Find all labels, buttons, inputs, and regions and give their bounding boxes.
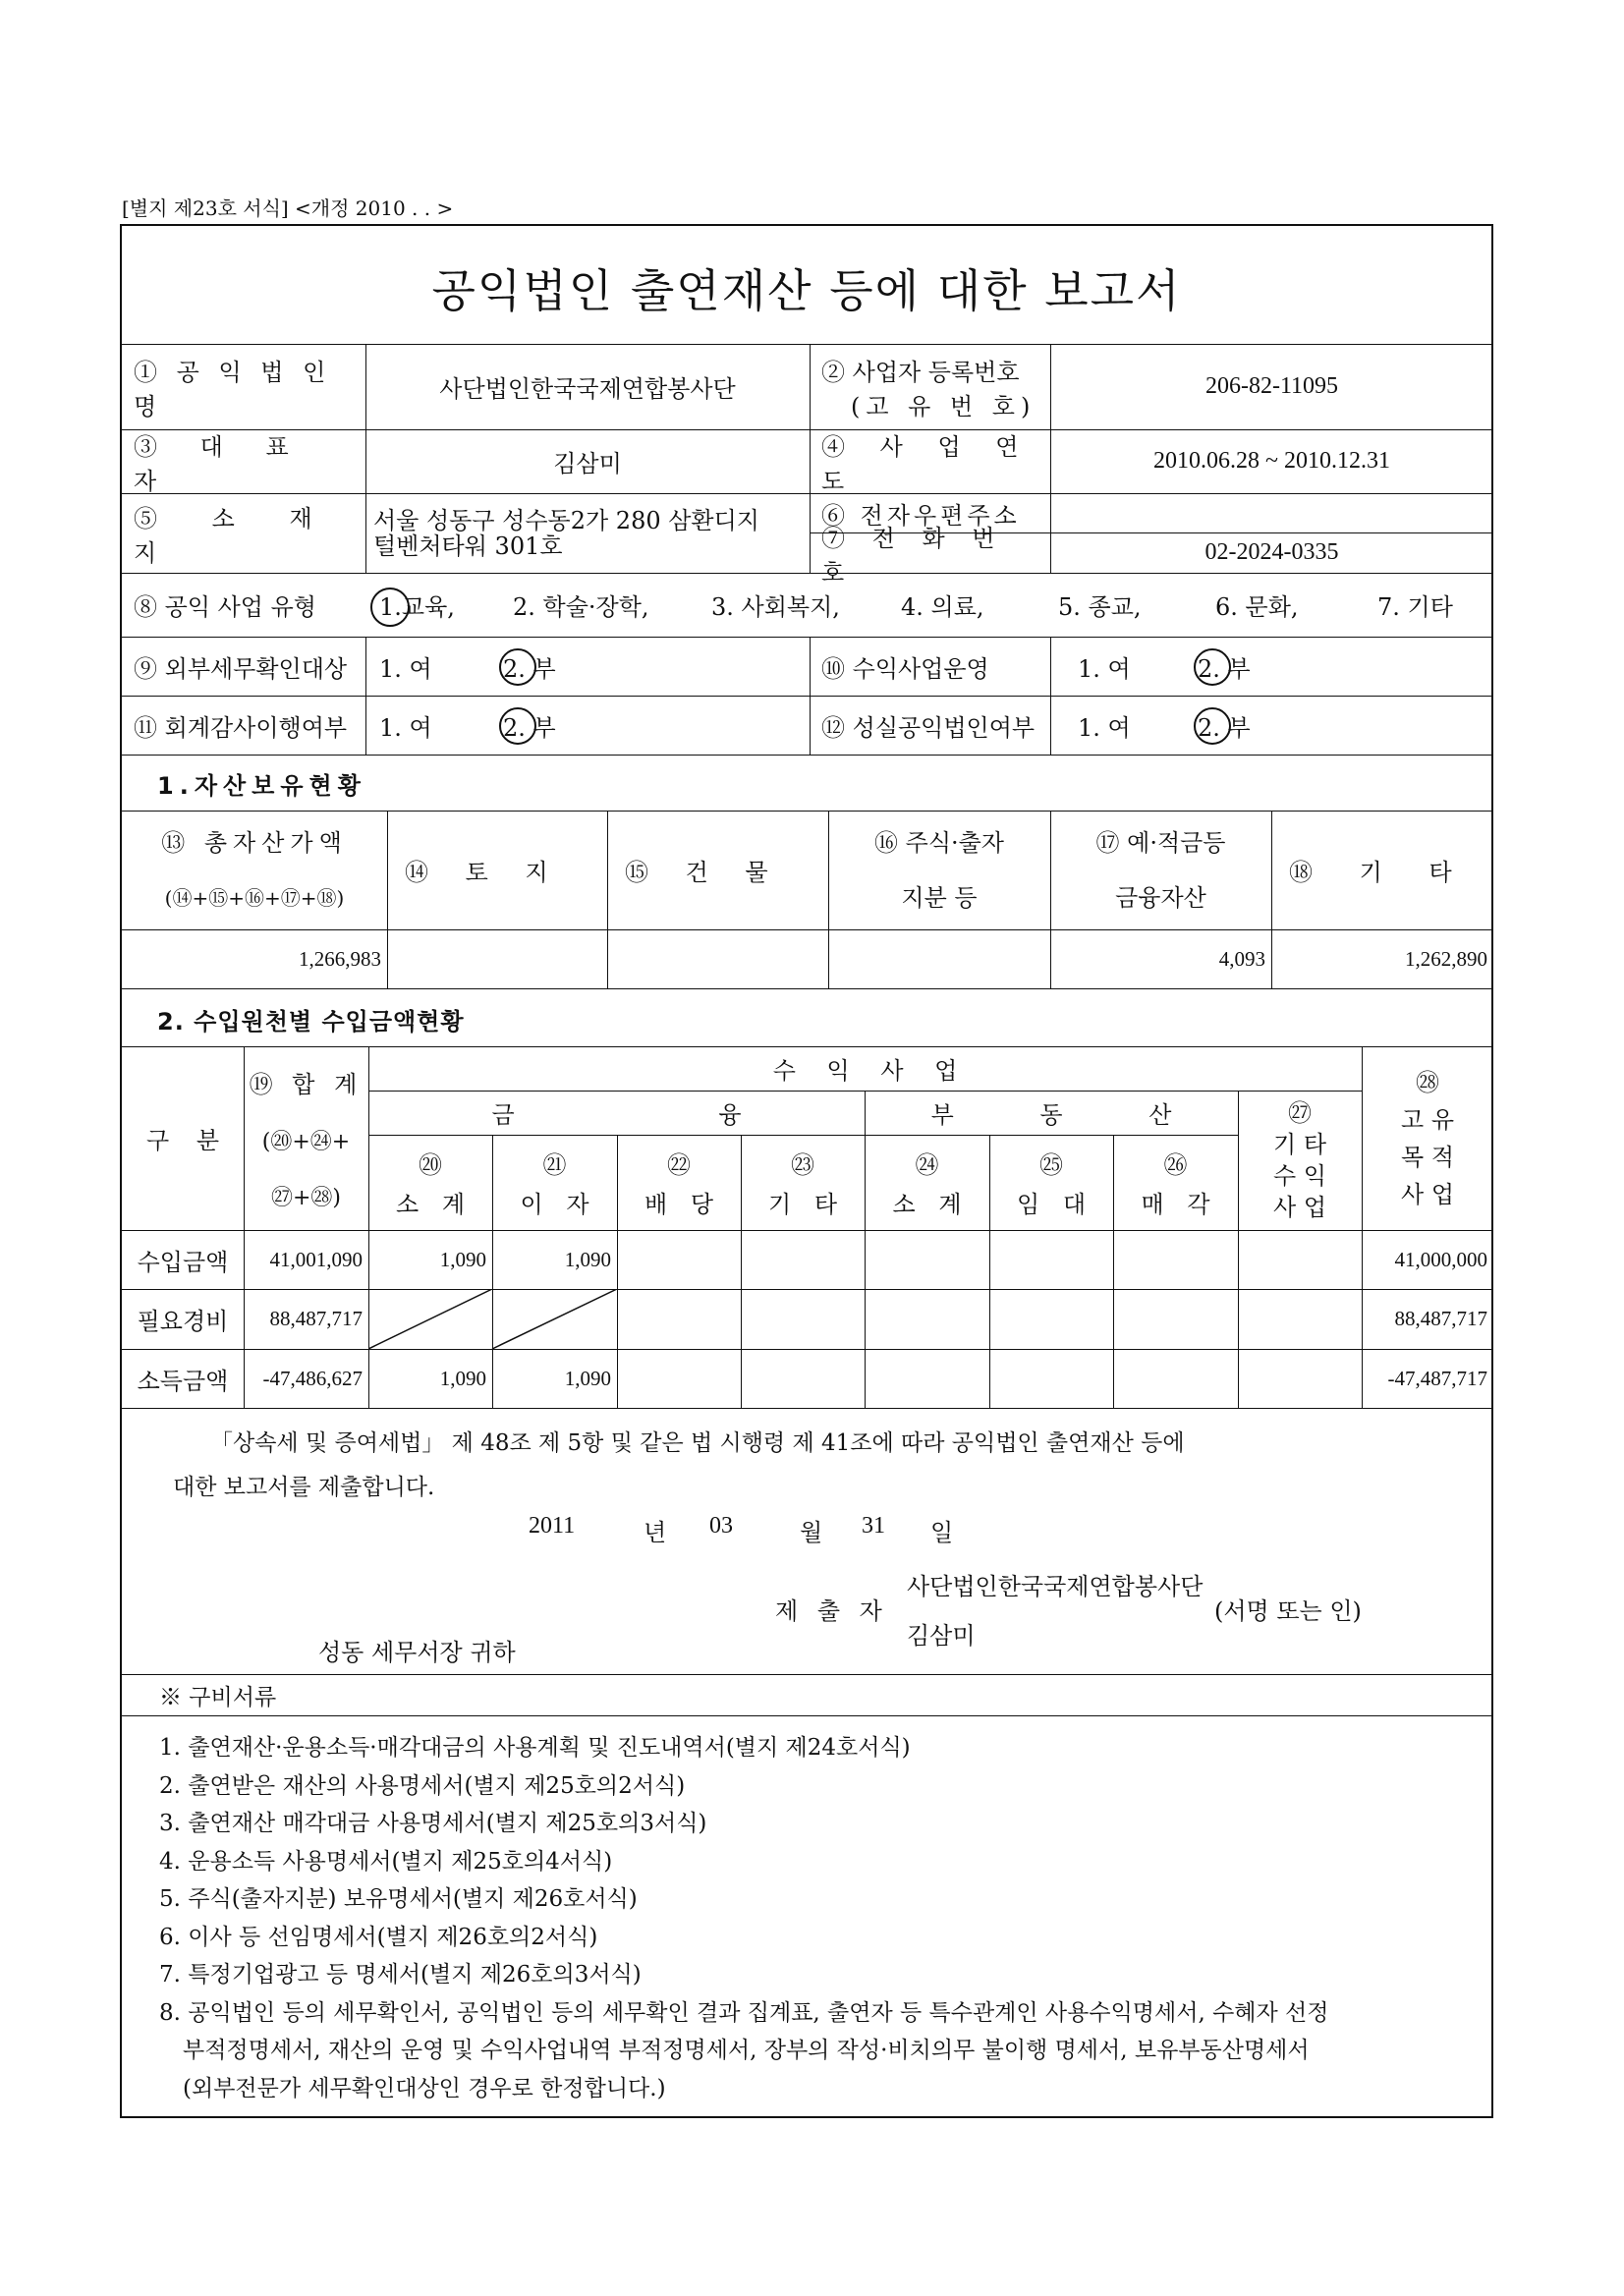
signature-note: (서명 또는 인) (1214, 1597, 1362, 1625)
attachment-item: 4. 운용소득 사용명세서(별지 제25호의4서식) (159, 1848, 613, 1875)
income-subheader (368, 1135, 492, 1230)
income-cell (741, 1230, 865, 1289)
income-subheader-label: 소 계 (396, 1191, 465, 1219)
asset-total-value: 1,266,983 (299, 946, 381, 971)
faithful-org-label: ⑫ 성실공익법인여부 (821, 713, 1036, 742)
attachment-item: 8. 공익법인 등의 세무확인서, 공익법인 등의 세무확인 결과 집계표, 출연자 등 특수관계인 사용수익명세서, 수혜자 선정 (159, 1999, 1329, 2026)
other-profit-line1: 기 타 (1273, 1131, 1326, 1158)
total-income-header-line3: ㉗+㉘) (270, 1186, 342, 1210)
faithful-yes[interactable]: 1. 여 (1078, 713, 1131, 742)
org-name-value: 사단법인한국국제연합봉사단 (439, 375, 736, 403)
income-row-label: 수입금액 (137, 1248, 229, 1276)
income-subheader (1113, 1135, 1238, 1230)
deposit-value: 4,093 (1218, 946, 1265, 971)
report-form (120, 224, 1493, 2118)
section2-heading: 2. 수입원천별 수입금액현황 (157, 1008, 465, 1036)
bizno-label (810, 344, 1050, 429)
asset-total-header-line1: ⑬ 총자산가액 (161, 828, 348, 857)
income-cell: -47,486,627 (262, 1366, 363, 1390)
income-subheader (492, 1135, 617, 1230)
income-cell (989, 1349, 1113, 1408)
submitter-name: 김삼미 (907, 1622, 976, 1650)
phone-value: 02-2024-0335 (1204, 539, 1339, 565)
asset-total-header-line2: (⑭+⑮+⑯+⑰+⑱) (164, 885, 345, 910)
income-cell (865, 1289, 989, 1349)
type-option-5[interactable]: 5. 종교, (1058, 593, 1142, 621)
income-cell: 88,487,717 (269, 1307, 363, 1330)
income-subheader-number: ㉖ (1163, 1150, 1188, 1179)
stock-value (828, 929, 1050, 988)
own-purpose-header (1362, 1046, 1493, 1230)
business-type-label: ⑧ 공익 사업 유형 (134, 593, 316, 621)
org-name-label: ① 공 익 법 인 명 (134, 358, 332, 420)
audit-label: ⑪ 회계감사이행여부 (134, 713, 348, 742)
income-row-label: 소득금액 (137, 1367, 229, 1395)
stock-header-line1: ⑯ 주식·출자 (874, 828, 1004, 857)
land-header: ⑭ 토 지 (405, 859, 548, 886)
income-cell (492, 1289, 617, 1349)
selected-circle-mark (1194, 707, 1231, 745)
external-no[interactable]: 2. 부 (503, 654, 556, 683)
own-purpose-line3: 사 업 (1401, 1180, 1454, 1208)
income-cell: 41,000,000 (1394, 1247, 1487, 1271)
external-check-options (365, 637, 810, 696)
attachment-item: 1. 출연재산·운용소득·매각대금의 사용계획 및 진도내역서(별지 제24호서식) (159, 1735, 911, 1761)
address-line2: 털벤처타워 301호 (373, 532, 563, 560)
income-cell (741, 1349, 865, 1408)
type-option-6[interactable]: 6. 문화, (1215, 593, 1299, 621)
address-value (365, 493, 810, 573)
income-subheader-number: ㉑ (542, 1150, 567, 1179)
audit-yes[interactable]: 1. 여 (379, 713, 432, 742)
income-cell (368, 1289, 492, 1349)
attachment-item: 7. 특정기업광고 등 명세서(별지 제26호의3서식) (159, 1962, 642, 1988)
selected-circle-mark (1194, 648, 1231, 686)
income-subheader (989, 1135, 1113, 1230)
income-cell: 1,090 (564, 1366, 611, 1390)
submit-year: 2011 (529, 1513, 576, 1539)
income-cell: 1,090 (439, 1247, 486, 1271)
total-income-header-line2: (⑳+㉔+ (261, 1130, 351, 1154)
deposit-header-line2: 금융자산 (1115, 883, 1206, 912)
income-cell: 1,090 (564, 1247, 611, 1271)
income-subheader-label: 배 당 (644, 1191, 713, 1219)
type-option-2[interactable]: 2. 학술·장학, (513, 593, 649, 621)
phone-label: ⑦ 전 화 번 호 (821, 524, 1005, 587)
bizno-label-line1: ② 사업자 등록번호 (821, 358, 1020, 386)
type-option-7[interactable]: 7. 기타 (1377, 593, 1453, 621)
income-subheader (741, 1135, 865, 1230)
income-cell: 41,001,090 (269, 1247, 363, 1271)
total-income-header (244, 1046, 368, 1230)
income-cell (989, 1289, 1113, 1349)
building-header: ⑮ 건 물 (625, 859, 768, 886)
email-value (1050, 493, 1493, 532)
declaration-line2: 대한 보고서를 제출합니다. (173, 1475, 435, 1500)
income-subheader-label: 임 대 (1017, 1191, 1086, 1219)
income-cell (617, 1289, 741, 1349)
income-cell (989, 1230, 1113, 1289)
finance-header: 금 융 (491, 1101, 742, 1129)
income-subheader-number: ㉓ (791, 1150, 814, 1179)
attachment-item: 2. 출연받은 재산의 사용명세서(별지 제25호의2서식) (159, 1772, 686, 1799)
income-subheader-label: 이 자 (520, 1191, 589, 1219)
representative-label: ③ 대 표 자 (134, 432, 307, 495)
submit-day-unit: 일 (930, 1519, 954, 1546)
submit-day: 31 (862, 1513, 885, 1539)
income-cell (617, 1230, 741, 1289)
external-yes[interactable]: 1. 여 (379, 654, 432, 683)
attachment-item: 부적정명세서, 재산의 운영 및 수익사업내역 부적정명세서, 장부의 작성·비치의무 불이행 명세서, 보유부동산명세서 (183, 2038, 1310, 2063)
income-subheader-number: ㉒ (667, 1150, 691, 1179)
income-subheader-number: ⑳ (419, 1150, 442, 1179)
income-cell (741, 1289, 865, 1349)
selected-circle-mark (370, 588, 410, 627)
bizno-label-line2: (고 유 번 호) (851, 392, 1036, 420)
submitter-label: 제 출 자 (775, 1597, 888, 1625)
income-subheader-label: 소 계 (892, 1191, 962, 1219)
own-purpose-line2: 목 적 (1401, 1143, 1454, 1171)
profit-yes[interactable]: 1. 여 (1078, 654, 1131, 683)
audit-no[interactable]: 2. 부 (503, 713, 556, 742)
deposit-header-line1: ⑰ 예·적금등 (1095, 828, 1226, 857)
bizno-value: 206-82-11095 (1204, 373, 1339, 399)
attachments-heading: ※ 구비서류 (159, 1685, 277, 1710)
stock-header-line2: 지분 등 (901, 883, 978, 912)
land-value (387, 929, 607, 988)
income-cell: -47,487,717 (1387, 1366, 1487, 1390)
external-check-label: ⑨ 외부세무확인대상 (134, 654, 348, 683)
income-row-label: 필요경비 (137, 1308, 229, 1335)
income-cell (865, 1230, 989, 1289)
attachment-item: (외부전문가 세무확인대상인 경우로 한정합니다.) (183, 2075, 666, 2101)
declaration-line1: 「상속세 및 증여세법」 제 48조 제 5항 및 같은 법 시행령 제 41조에 따라 공익법인 출연재산 등에 (210, 1430, 1185, 1456)
selected-circle-mark (499, 648, 536, 686)
submitter-org: 사단법인한국국제연합봉사단 (907, 1573, 1204, 1600)
audit-options (365, 696, 810, 755)
other-profit-header (1238, 1091, 1362, 1230)
submit-month-unit: 월 (800, 1519, 823, 1546)
submit-month: 03 (709, 1513, 733, 1539)
income-cell: 1,090 (439, 1366, 486, 1390)
address-label: ⑤ 소 재 지 (134, 504, 336, 567)
other-profit-num: ㉗ (1288, 1099, 1312, 1127)
address-line1: 서울 성동구 성수동2가 280 삼환디지 (373, 506, 759, 534)
profit-business-label: ⑩ 수익사업운영 (821, 654, 989, 683)
asset-total-header (122, 811, 387, 929)
selected-circle-mark (499, 707, 536, 745)
faithful-no[interactable]: 2. 부 (1198, 713, 1251, 742)
other-asset-value: 1,262,890 (1405, 946, 1487, 971)
other-profit-line2: 수 익 (1273, 1162, 1326, 1190)
own-purpose-line1: 고 유 (1401, 1105, 1454, 1134)
other-profit-line3: 사 업 (1273, 1194, 1326, 1221)
type-option-3[interactable]: 3. 사회복지, (711, 593, 840, 621)
profit-business-options (1050, 637, 1493, 696)
income-subheader-number: ㉕ (1039, 1150, 1063, 1179)
deposit-header (1050, 811, 1271, 929)
income-subheader-label: 매 각 (1141, 1191, 1210, 1219)
income-cell (1113, 1230, 1238, 1289)
category-header: 구 분 (146, 1127, 219, 1154)
real-estate-header: 부 동 산 (930, 1101, 1172, 1129)
submit-year-unit: 년 (644, 1519, 667, 1546)
income-subheader-label: 기 타 (768, 1191, 837, 1219)
fiscal-year-label: ④ 사 업 연 도 (821, 432, 1033, 495)
attachment-item: 5. 주식(출자지분) 보유명세서(별지 제26호서식) (159, 1886, 638, 1912)
income-subheader-number: ㉔ (915, 1150, 939, 1179)
income-cell (865, 1349, 989, 1408)
income-cell (1113, 1349, 1238, 1408)
other-asset-header: ⑱ 기 타 (1289, 859, 1452, 886)
stock-header (828, 811, 1050, 929)
representative-value: 김삼미 (553, 450, 622, 477)
income-subheader (617, 1135, 741, 1230)
income-subheader (865, 1135, 989, 1230)
faithful-org-options (1050, 696, 1493, 755)
own-purpose-num: ㉘ (1416, 1068, 1439, 1096)
fiscal-year-value: 2010.06.28 ~ 2010.12.31 (1153, 448, 1390, 474)
income-cell (1113, 1289, 1238, 1349)
income-cell (1238, 1289, 1362, 1349)
section1-heading: 1.자산보유현황 (157, 772, 366, 800)
building-value (607, 929, 828, 988)
type-option-1[interactable]: 1.교육, (379, 593, 455, 621)
income-cell (617, 1349, 741, 1408)
income-cell: 88,487,717 (1394, 1307, 1487, 1330)
tax-office-addressee: 성동 세무서장 귀하 (318, 1639, 516, 1666)
total-income-header-line1: ⑲ 합 계 (249, 1071, 364, 1098)
profit-no[interactable]: 2. 부 (1198, 654, 1251, 683)
attachment-item: 6. 이사 등 선임명세서(별지 제26호의2서식) (159, 1924, 598, 1950)
form-number-note: [별지 제23호 서식] <개정 2010 . . > (122, 196, 454, 220)
attachment-item: 3. 출연재산 매각대금 사용명세서(별지 제25호의3서식) (159, 1811, 707, 1836)
income-cell (1238, 1349, 1362, 1408)
type-option-4[interactable]: 4. 의료, (901, 593, 984, 621)
page-title: 공익법인 출연재산 등에 대한 보고서 (431, 264, 1182, 317)
profit-business-header: 수 익 사 업 (772, 1057, 958, 1085)
business-type-options (365, 573, 1493, 637)
income-cell (1238, 1230, 1362, 1289)
email-label: ⑥ 전자우편주소 (821, 501, 1021, 530)
